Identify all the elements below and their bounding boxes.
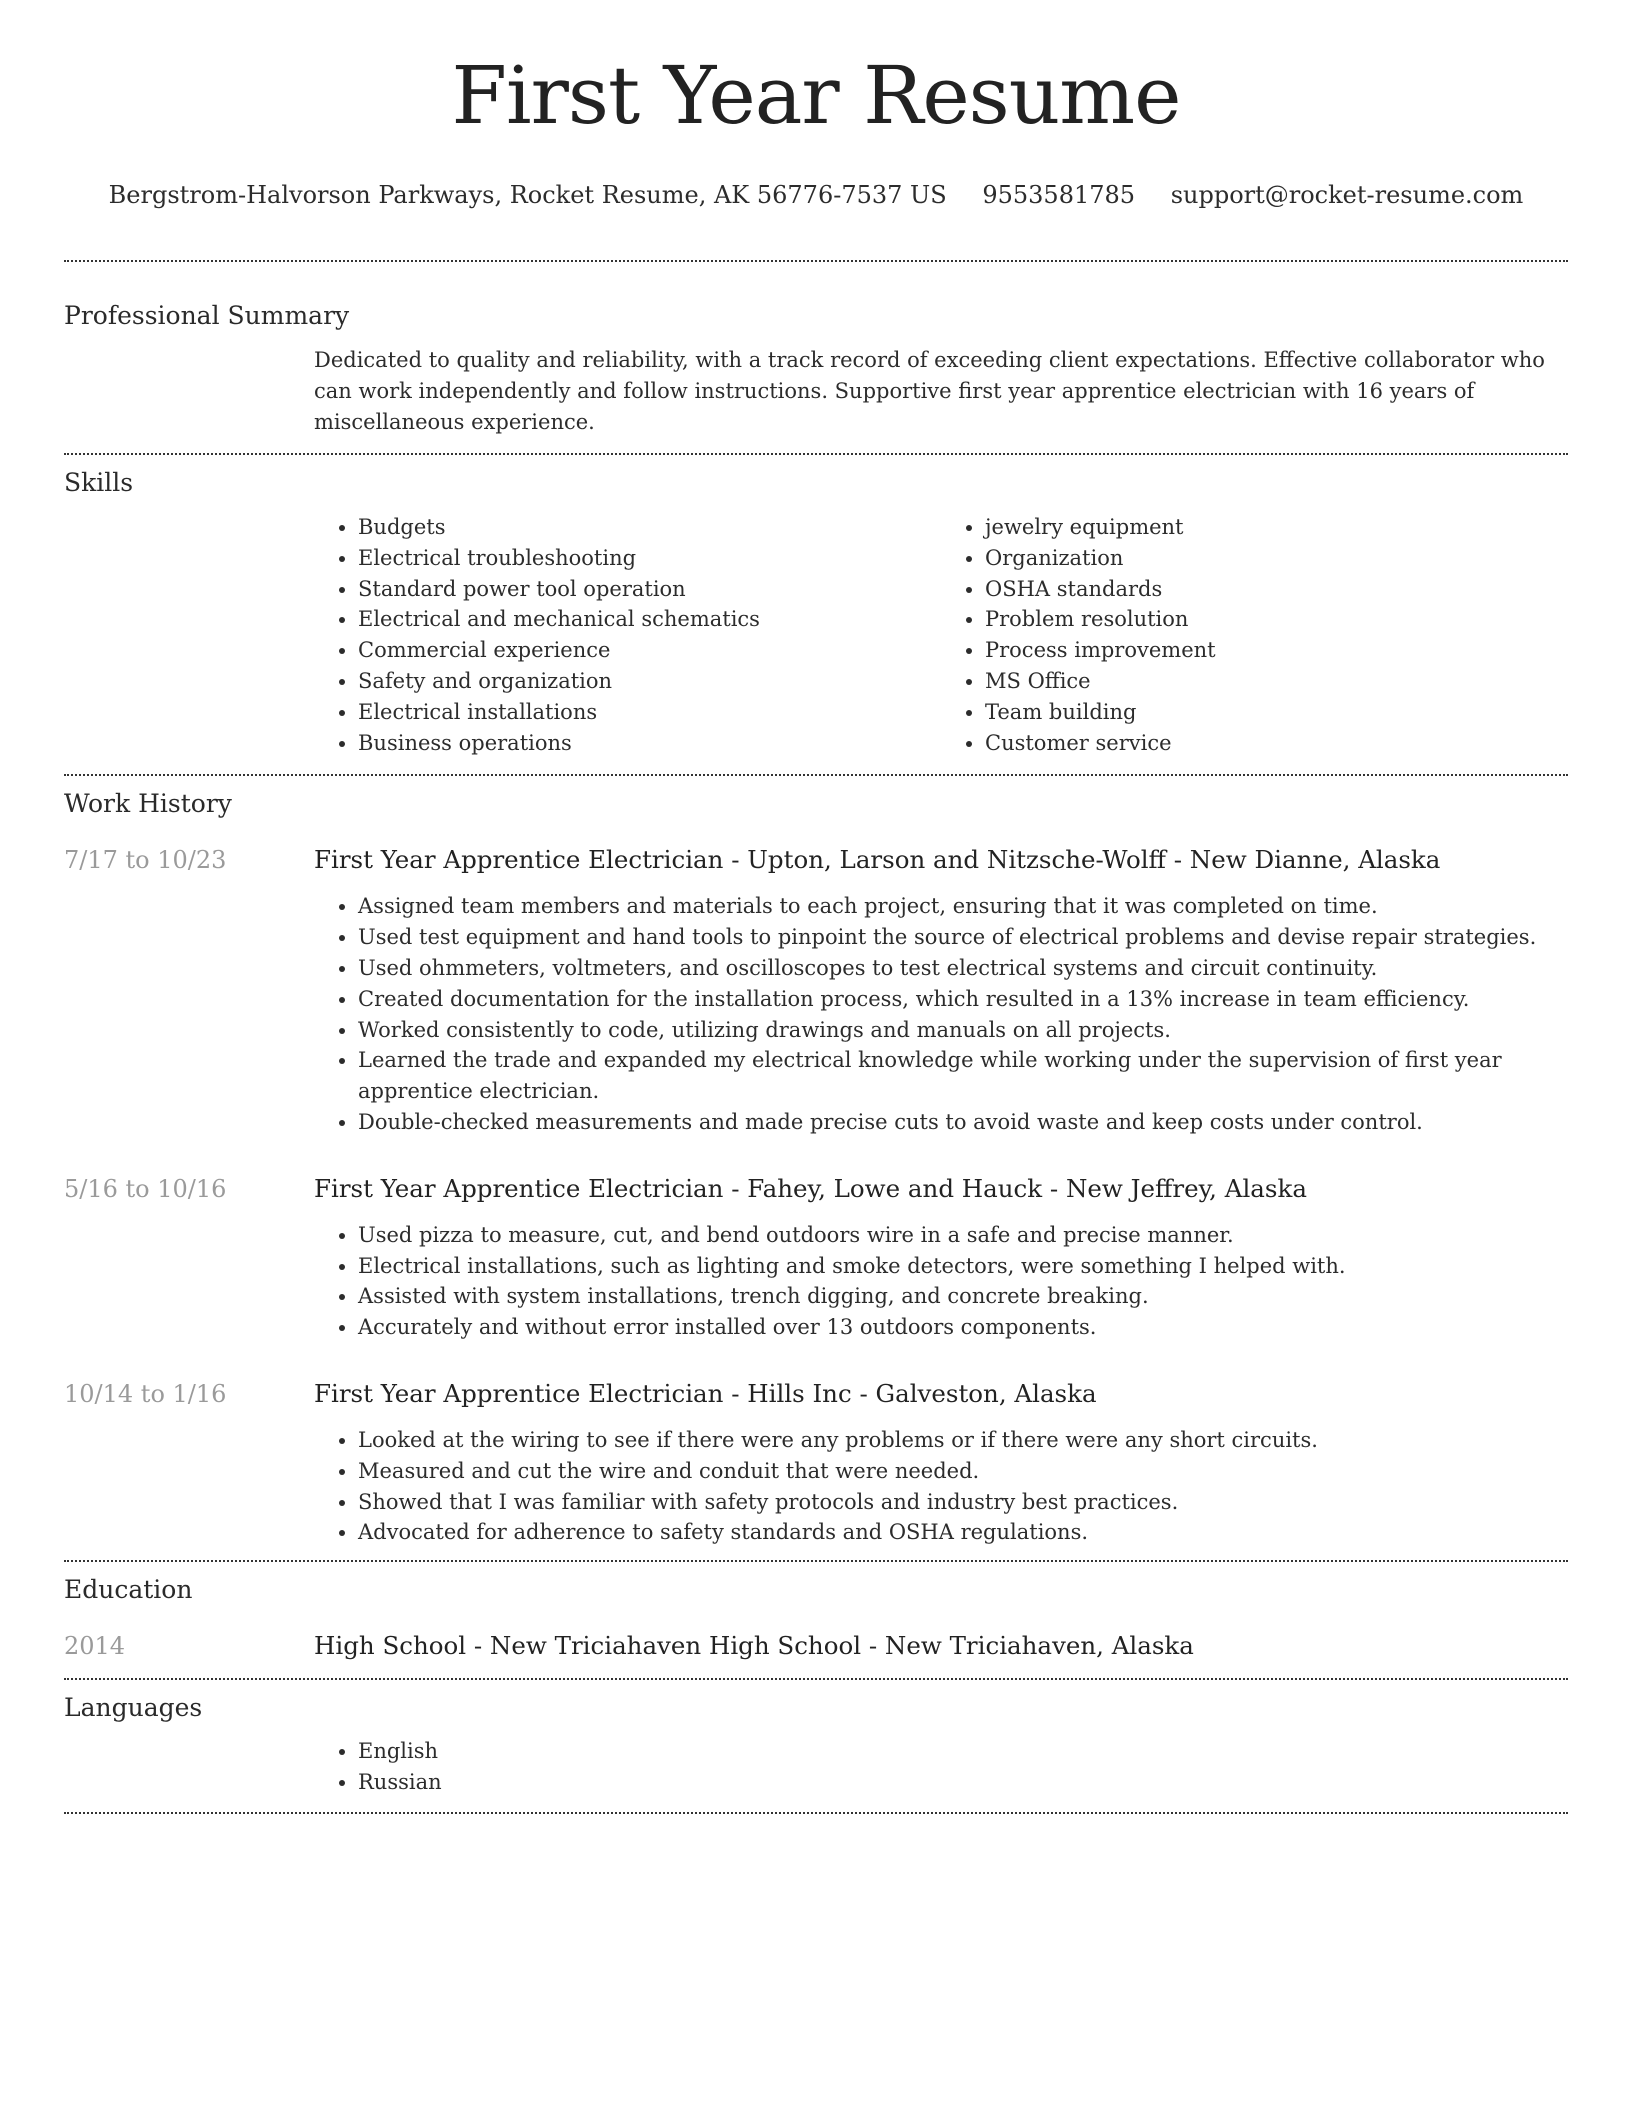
contact-address: Bergstrom-Halvorson Parkways, Rocket Resume, AK 56776-7537 US bbox=[108, 181, 947, 209]
job-bullet: • Showed that I was familiar with safety protocols and industry best practices. bbox=[358, 1487, 1568, 1518]
skill-item: • Process improvement bbox=[985, 635, 1568, 666]
section-title-work: Work History bbox=[64, 789, 232, 819]
skill-item: • Business operations bbox=[358, 728, 941, 759]
skill-item: • Team building bbox=[985, 697, 1568, 728]
skill-item: • Safety and organization bbox=[358, 666, 941, 697]
job-entry bbox=[64, 1379, 1568, 1548]
skill-item: • Problem resolution bbox=[985, 604, 1568, 635]
section-title-summary: Professional Summary bbox=[64, 301, 350, 330]
job-heading: First Year Apprentice Electrician - Hills Inc - Galveston, Alaska bbox=[314, 1378, 1097, 1408]
job-heading: First Year Apprentice Electrician - Upton, Larson and Nitzsche-Wolff - New Dianne, Alaska bbox=[314, 845, 1441, 875]
job-bullet: • Assigned team members and materials to each project, ensuring that it was completed on time. bbox=[358, 891, 1568, 922]
job-bullet: • Looked at the wiring to see if there were any problems or if there were any short circuits. bbox=[358, 1425, 1568, 1456]
contact-line bbox=[64, 180, 1568, 210]
skill-item: • Customer service bbox=[985, 728, 1568, 759]
skills-section bbox=[64, 455, 1568, 758]
job-bullets bbox=[314, 1220, 1568, 1343]
language-item: • English bbox=[358, 1736, 1568, 1767]
skill-item: • Organization bbox=[985, 543, 1568, 574]
job-bullet: • Worked consistently to code, utilizing drawings and manuals on all projects. bbox=[358, 1015, 1568, 1046]
section-title-languages: Languages bbox=[64, 1693, 203, 1723]
job-bullet: • Measured and cut the wire and conduit that were needed. bbox=[358, 1456, 1568, 1487]
section-title-education: Education bbox=[64, 1575, 193, 1605]
job-dates: 10/14 to 1/16 bbox=[64, 1379, 227, 1408]
job-entry bbox=[64, 845, 1568, 1137]
contact-email: support@rocket-resume.com bbox=[1170, 181, 1524, 209]
skill-item: • Standard power tool operation bbox=[358, 574, 941, 605]
job-bullet: • Created documentation for the installation process, which resulted in a 13% increase in team efficiency. bbox=[358, 984, 1568, 1015]
education-section bbox=[64, 1562, 1568, 1661]
page-title: First Year Resume bbox=[451, 49, 1181, 142]
summary-section bbox=[64, 262, 1568, 438]
education-heading: High School - New Triciahaven High School - New Triciahaven, Alaska bbox=[314, 1631, 1194, 1661]
job-bullet: • Double-checked measurements and made precise cuts to avoid waste and keep costs under control. bbox=[358, 1107, 1568, 1138]
languages-list bbox=[314, 1736, 1568, 1798]
job-bullet: • Used ohmmeters, voltmeters, and oscilloscopes to test electrical systems and circuit continuity. bbox=[358, 953, 1568, 984]
job-list bbox=[64, 845, 1568, 1548]
job-entry bbox=[64, 1174, 1568, 1343]
work-section bbox=[64, 776, 1568, 1548]
skill-item: • Commercial experience bbox=[358, 635, 941, 666]
divider bbox=[64, 1812, 1568, 1814]
skill-item: • Electrical installations bbox=[358, 697, 941, 728]
job-bullet: • Used test equipment and hand tools to pinpoint the source of electrical problems and devise repair strategies. bbox=[358, 922, 1568, 953]
job-bullets bbox=[314, 1425, 1568, 1548]
skill-item: • Electrical and mechanical schematics bbox=[358, 604, 941, 635]
job-bullet: • Advocated for adherence to safety standards and OSHA regulations. bbox=[358, 1517, 1568, 1548]
skills-list-right bbox=[941, 512, 1568, 758]
job-dates: 5/16 to 10/16 bbox=[64, 1174, 227, 1203]
job-bullets bbox=[314, 891, 1568, 1137]
skill-item: • jewelry equipment bbox=[985, 512, 1568, 543]
languages-section bbox=[64, 1680, 1568, 1798]
job-heading: First Year Apprentice Electrician - Fahey, Lowe and Hauck - New Jeffrey, Alaska bbox=[314, 1173, 1307, 1203]
job-dates: 7/17 to 10/23 bbox=[64, 846, 227, 875]
section-title-skills: Skills bbox=[64, 468, 134, 497]
skill-item: • MS Office bbox=[985, 666, 1568, 697]
job-bullet: • Assisted with system installations, trench digging, and concrete breaking. bbox=[358, 1281, 1568, 1312]
summary-text: Dedicated to quality and reliability, with a track record of exceeding client expectations. Effective collaborator who can work independently and follow instructions. Supportive first year apprentice electrician with 16 years of miscellaneous experience. bbox=[314, 348, 1545, 434]
resume-page bbox=[64, 0, 1568, 1814]
education-year: 2014 bbox=[64, 1632, 126, 1661]
job-bullet: • Used pizza to measure, cut, and bend outdoors wire in a safe and precise manner. bbox=[358, 1220, 1568, 1251]
skills-list-left bbox=[314, 512, 941, 758]
skill-item: • Budgets bbox=[358, 512, 941, 543]
contact-phone: 9553581785 bbox=[982, 181, 1136, 209]
job-bullet: • Learned the trade and expanded my electrical knowledge while working under the supervision of first year apprentice electrician. bbox=[358, 1045, 1568, 1107]
language-item: • Russian bbox=[358, 1767, 1568, 1798]
job-bullet: • Accurately and without error installed over 13 outdoors components. bbox=[358, 1312, 1568, 1343]
skill-item: • Electrical troubleshooting bbox=[358, 543, 941, 574]
skill-item: • OSHA standards bbox=[985, 574, 1568, 605]
job-bullet: • Electrical installations, such as lighting and smoke detectors, were something I helped with. bbox=[358, 1251, 1568, 1282]
